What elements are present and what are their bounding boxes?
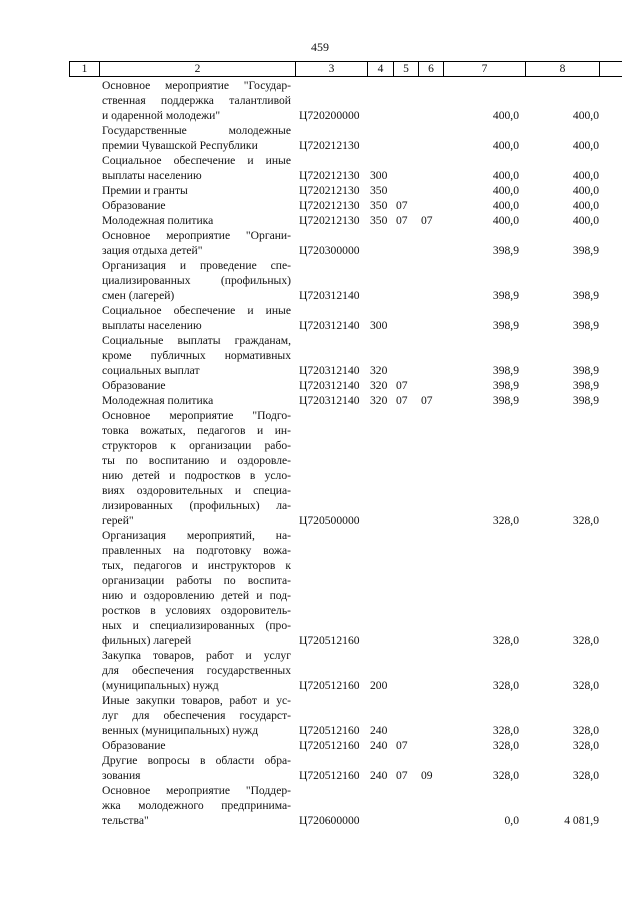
target-article-code: Ц720512160 [299, 679, 360, 692]
table-row [69, 198, 622, 213]
amount-year-1: 398,9 [492, 289, 519, 302]
table-row [69, 693, 622, 738]
amount-year-2: 328,0 [572, 634, 599, 647]
target-article-code: Ц720212130 [299, 169, 360, 182]
column-header: 1 [69, 62, 99, 76]
row-name-line: смен (лагерей) [102, 289, 175, 302]
table-row [69, 153, 622, 183]
row-name [99, 528, 295, 648]
row-name [99, 258, 295, 303]
amount-year-2: 400,0 [572, 184, 599, 197]
table-row [69, 528, 622, 648]
row-name [99, 228, 295, 258]
amount-year-2: 328,0 [572, 769, 599, 782]
target-article-code: Ц720600000 [299, 814, 360, 827]
row-name-line: кроме публичных нормативных [102, 349, 291, 362]
row-name-line: социальных выплат [102, 364, 200, 377]
column-header: 7 [443, 62, 525, 76]
row-name-line: Основное мероприятие "Государ- [102, 79, 291, 92]
row-name-line: выплаты населению [102, 169, 202, 182]
row-name-line: Молодежная политика [102, 214, 214, 227]
row-name-line: для обеспечения государственных [102, 664, 291, 677]
table-row [69, 78, 622, 123]
target-article-code: Ц720212130 [299, 214, 360, 227]
row-name-line: ных и специализированных (про- [102, 619, 291, 632]
table-row [69, 408, 622, 528]
row-name-line: и одаренной молодежи" [102, 109, 221, 122]
table-row [69, 753, 622, 783]
row-name-line: Основное мероприятие "Поддер- [102, 784, 291, 797]
row-name-line: Премии и гранты [102, 184, 188, 197]
row-name-line: Социальное обеспечение и иные [102, 154, 291, 167]
row-name-line: Основное мероприятие "Органи- [102, 229, 291, 242]
row-name-line: Образование [102, 199, 166, 212]
row-name-line: фильных) лагерей [102, 634, 192, 647]
expense-type-code: 240 [370, 739, 388, 752]
amount-year-2: 328,0 [572, 679, 599, 692]
table-row [69, 738, 622, 753]
target-article-code: Ц720312140 [299, 319, 360, 332]
expense-type-code: 320 [370, 394, 388, 407]
section-code: 07 [396, 379, 408, 392]
row-name [99, 123, 295, 153]
row-name [99, 648, 295, 693]
expense-type-code: 320 [370, 364, 388, 377]
row-name-line: жка молодежного предпринима- [102, 799, 291, 812]
amount-year-2: 4 081,9 [564, 814, 599, 827]
row-name-line: ты по воспитанию и оздоровле- [102, 454, 291, 467]
column-header: 3 [295, 62, 367, 76]
expense-type-code: 350 [370, 199, 388, 212]
amount-year-1: 328,0 [492, 634, 519, 647]
row-name-line: венных (муниципальных) нужд [102, 724, 259, 737]
row-name-line: Закупка товаров, работ и услуг [102, 649, 291, 662]
amount-year-1: 400,0 [492, 169, 519, 182]
amount-year-2: 398,9 [572, 319, 599, 332]
amount-year-1: 328,0 [492, 769, 519, 782]
amount-year-1: 398,9 [492, 319, 519, 332]
expense-type-code: 350 [370, 184, 388, 197]
section-code: 07 [396, 739, 408, 752]
target-article-code: Ц720500000 [299, 514, 360, 527]
table-row [69, 123, 622, 153]
table-row [69, 228, 622, 258]
amount-year-1: 328,0 [492, 679, 519, 692]
row-name-line: нию и оздоровлению детей и под- [102, 589, 291, 602]
table-row [69, 333, 622, 378]
target-article-code: Ц720512160 [299, 634, 360, 647]
amount-year-2: 398,9 [572, 364, 599, 377]
target-article-code: Ц720312140 [299, 289, 360, 302]
table-row [69, 393, 622, 408]
subsection-code: 09 [421, 769, 433, 782]
row-name-line: тельства" [102, 814, 149, 827]
row-name [99, 183, 295, 198]
target-article-code: Ц720212130 [299, 184, 360, 197]
table-row [69, 183, 622, 198]
row-name-line: зования [102, 769, 141, 782]
amount-year-2: 400,0 [572, 109, 599, 122]
amount-year-1: 400,0 [492, 214, 519, 227]
row-name [99, 78, 295, 123]
subsection-code: 07 [421, 394, 433, 407]
target-article-code: Ц720512160 [299, 739, 360, 752]
table-row [69, 213, 622, 228]
amount-year-1: 398,9 [492, 364, 519, 377]
amount-year-1: 328,0 [492, 514, 519, 527]
row-name [99, 753, 295, 783]
amount-year-2: 398,9 [572, 394, 599, 407]
target-article-code: Ц720212130 [299, 199, 360, 212]
row-name-line: выплаты населению [102, 319, 202, 332]
row-name-line: тых, педагогов и инструкторов к [102, 559, 291, 572]
row-name-line: луг для обеспечения государст- [102, 709, 291, 722]
table-row [69, 648, 622, 693]
row-name [99, 333, 295, 378]
amount-year-2: 328,0 [572, 724, 599, 737]
row-name [99, 213, 295, 228]
row-name [99, 153, 295, 183]
expense-type-code: 320 [370, 379, 388, 392]
subsection-code: 07 [421, 214, 433, 227]
row-name-line: Молодежная политика [102, 394, 214, 407]
target-article-code: Ц720512160 [299, 724, 360, 737]
row-name-line: организации работы по воспита- [102, 574, 291, 587]
row-name-line: герей" [102, 514, 134, 527]
table-row [69, 303, 622, 333]
expense-type-code: 300 [370, 169, 388, 182]
target-article-code: Ц720512160 [299, 769, 360, 782]
amount-year-1: 398,9 [492, 394, 519, 407]
amount-year-2: 400,0 [572, 199, 599, 212]
row-name-line: структоров к организации рабо- [102, 439, 291, 452]
target-article-code: Ц720312140 [299, 379, 360, 392]
row-name-line: зация отдыха детей" [102, 244, 203, 257]
amount-year-1: 400,0 [492, 139, 519, 152]
row-name-line: ственная поддержка талантливой [102, 94, 291, 107]
expense-type-code: 200 [370, 679, 388, 692]
target-article-code: Ц720312140 [299, 394, 360, 407]
expense-type-code: 240 [370, 769, 388, 782]
amount-year-1: 398,9 [492, 379, 519, 392]
row-name-line: Организация и проведение спе- [102, 259, 291, 272]
row-name-line: Иные закупки товаров, работ и ус- [102, 694, 291, 707]
target-article-code: Ц720212130 [299, 139, 360, 152]
row-name-line: Социальное обеспечение и иные [102, 304, 291, 317]
row-name [99, 378, 295, 393]
amount-year-1: 328,0 [492, 739, 519, 752]
column-header: 2 [99, 62, 295, 76]
column-header: 5 [393, 62, 418, 76]
amount-year-2: 328,0 [572, 514, 599, 527]
row-name-line: правленных на подготовку вожа- [102, 544, 291, 557]
row-name-line: Социальные выплаты гражданам, [102, 334, 291, 347]
row-name [99, 198, 295, 213]
row-name [99, 693, 295, 738]
section-code: 07 [396, 199, 408, 212]
column-header: 4 [367, 62, 393, 76]
row-name-line: Государственные молодежные [102, 124, 291, 137]
column-header: 8 [525, 62, 600, 76]
row-name-line: Образование [102, 739, 166, 752]
amount-year-2: 400,0 [572, 139, 599, 152]
column-header: 6 [418, 62, 443, 76]
amount-year-2: 400,0 [572, 214, 599, 227]
expense-type-code: 350 [370, 214, 388, 227]
budget-table [69, 61, 622, 828]
table-row [69, 258, 622, 303]
amount-year-2: 328,0 [572, 739, 599, 752]
row-name-line: нию детей и подростков в усло- [102, 469, 291, 482]
amount-year-2: 400,0 [572, 169, 599, 182]
row-name [99, 738, 295, 753]
amount-year-2: 398,9 [572, 289, 599, 302]
target-article-code: Ц720200000 [299, 109, 360, 122]
section-code: 07 [396, 394, 408, 407]
row-name-line: ростков в условиях оздоровитель- [102, 604, 291, 617]
amount-year-1: 0,0 [504, 814, 519, 827]
section-code: 07 [396, 769, 408, 782]
row-name-line: циализированных (профильных) [102, 274, 291, 287]
page-number: 459 [311, 40, 329, 54]
row-name [99, 408, 295, 528]
target-article-code: Ц720312140 [299, 364, 360, 377]
row-name-line: Организация мероприятий, на- [102, 529, 291, 542]
row-name-line: (муниципальных) нужд [102, 679, 219, 692]
row-name-line: Основное мероприятие "Подго- [102, 409, 291, 422]
amount-year-1: 328,0 [492, 724, 519, 737]
amount-year-1: 400,0 [492, 199, 519, 212]
target-article-code: Ц720300000 [299, 244, 360, 257]
amount-year-2: 398,9 [572, 244, 599, 257]
row-name-line: Образование [102, 379, 166, 392]
row-name-line: премии Чувашской Республики [102, 139, 258, 152]
row-name-line: виях оздоровительных и специа- [102, 484, 291, 497]
table-body [69, 77, 622, 828]
row-name-line: товка вожатых, педагогов и ин- [102, 424, 291, 437]
amount-year-1: 400,0 [492, 184, 519, 197]
row-name [99, 783, 295, 828]
row-name-line: Другие вопросы в области обра- [102, 754, 291, 767]
amount-year-2: 398,9 [572, 379, 599, 392]
table-row [69, 378, 622, 393]
amount-year-1: 398,9 [492, 244, 519, 257]
row-name-line: лизированных (профильных) ла- [102, 499, 291, 512]
table-header [69, 61, 622, 77]
amount-year-1: 400,0 [492, 109, 519, 122]
section-code: 07 [396, 214, 408, 227]
row-name [99, 393, 295, 408]
row-name [99, 303, 295, 333]
table-row [69, 783, 622, 828]
expense-type-code: 240 [370, 724, 388, 737]
expense-type-code: 300 [370, 319, 388, 332]
